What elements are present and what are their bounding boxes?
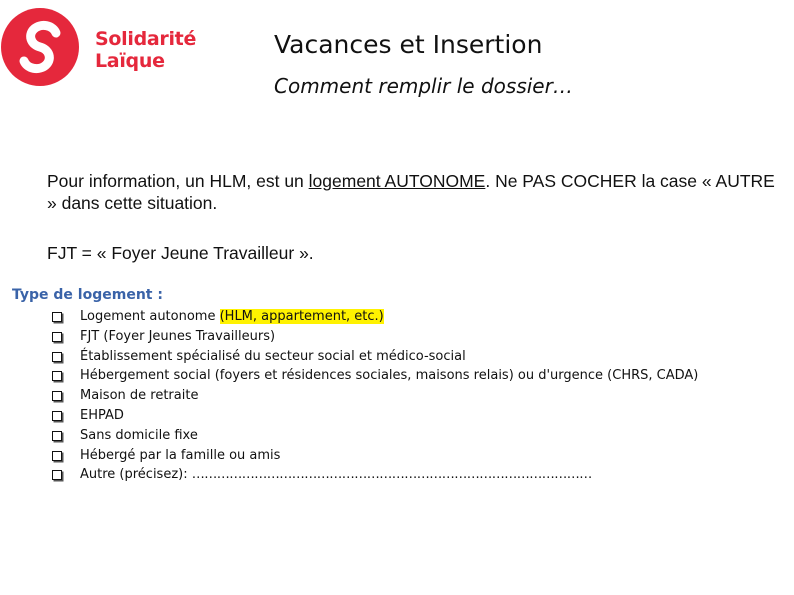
- housing-options-list: [52, 307, 698, 485]
- housing-type-form-excerpt: [10, 287, 699, 487]
- option-label: Autre (précisez):: [80, 467, 192, 483]
- form-heading: Type de logement :: [12, 287, 163, 303]
- checkbox-icon: [52, 451, 62, 461]
- option-fill-line: ……………………………………………………………………………………: [191, 467, 592, 483]
- logo-wordmark: [95, 28, 196, 72]
- checkbox-icon: [52, 312, 62, 322]
- info-text-1: Pour information, un HLM, est un: [47, 171, 309, 191]
- checkbox-icon: [52, 411, 62, 421]
- info-paragraph: [47, 170, 777, 214]
- option-autre: [52, 465, 698, 485]
- option-highlight: (HLM, appartement, etc.): [219, 309, 384, 324]
- option-label: Sans domicile fixe: [80, 427, 198, 443]
- option-label: Établissement spécialisé du secteur social et médico-social: [80, 348, 466, 364]
- option-etablissement: [52, 347, 698, 367]
- solidarite-laique-logo: [0, 6, 200, 88]
- checkbox-icon: [52, 470, 62, 480]
- page-subtitle: Comment remplir le dossier…: [274, 74, 573, 98]
- checkbox-icon: [52, 391, 62, 401]
- logo-line-2: Laïque: [95, 50, 165, 72]
- checkbox-icon: [52, 332, 62, 342]
- option-logement-autonome: [52, 307, 698, 327]
- page-title: Vacances et Insertion: [274, 30, 543, 59]
- option-sans-domicile: [52, 426, 698, 446]
- fjt-definition: FJT = « Foyer Jeune Travailleur ».: [47, 243, 314, 263]
- option-heberge-famille: [52, 446, 698, 466]
- option-label: EHPAD: [80, 407, 124, 423]
- info-text-2: . Ne PAS COCHER la case « AUTRE » dans cette situation.: [47, 171, 775, 213]
- logo-line-1: Solidarité: [95, 28, 197, 50]
- option-label: FJT (Foyer Jeunes Travailleurs): [80, 328, 276, 344]
- logo-s-icon: [0, 6, 90, 88]
- option-label: Logement autonome: [80, 309, 220, 324]
- checkbox-icon: [52, 431, 62, 441]
- option-hebergement-social: [52, 366, 698, 386]
- option-ehpad: [52, 406, 698, 426]
- option-label: Maison de retraite: [80, 388, 199, 404]
- option-label: Hébergé par la famille ou amis: [80, 447, 281, 463]
- option-fjt: [52, 327, 698, 347]
- option-label: Hébergement social (foyers et résidences sociales, maisons relais) ou d'urgence (CHRS, CADA): [80, 368, 699, 384]
- info-underlined: logement AUTONOME: [308, 171, 486, 191]
- checkbox-icon: [52, 371, 62, 381]
- checkbox-icon: [52, 352, 62, 362]
- option-maison-retraite: [52, 386, 698, 406]
